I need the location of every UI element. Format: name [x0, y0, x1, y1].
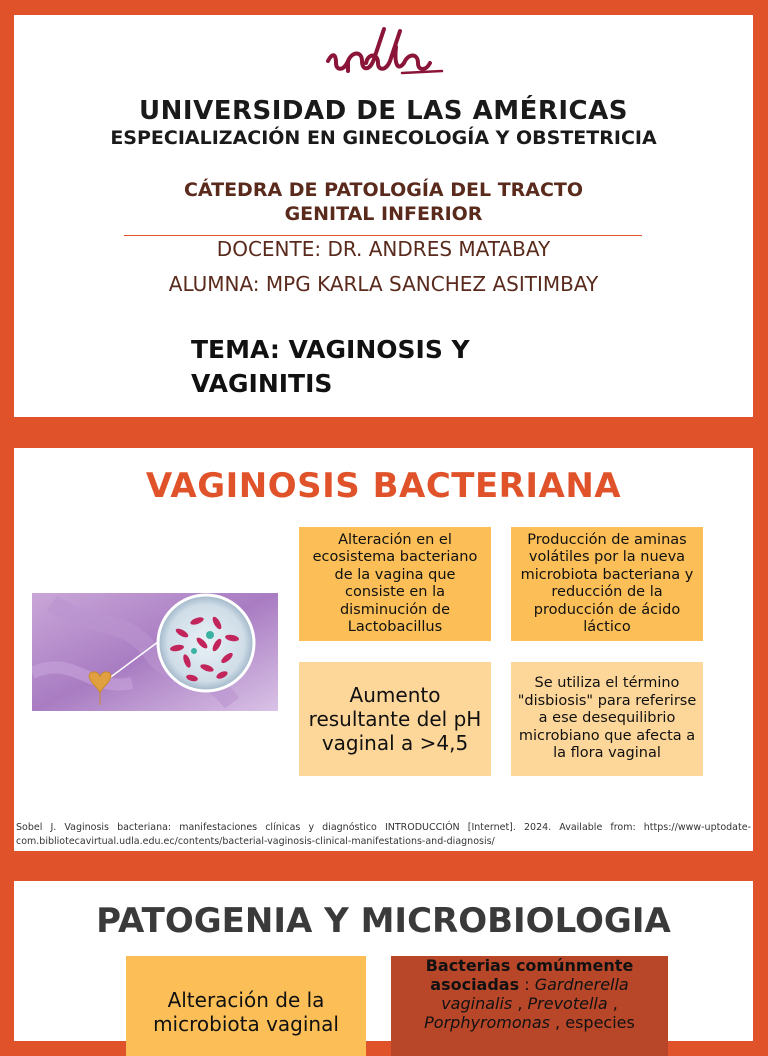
info-box-ph: [299, 662, 491, 776]
patogenia-slide: [14, 881, 753, 1041]
catedra-line-1: CÁTEDRA DE PATOLOGÍA DEL TRACTO: [183, 179, 584, 201]
udla-logo: [318, 23, 448, 85]
slide-title: PATOGENIA Y MICROBIOLOGIA: [96, 901, 671, 941]
specialization: ESPECIALIZACIÓN EN GINECOLOGÍA Y OBSTETRICIA: [110, 127, 657, 149]
tema-line-2: VAGINITIS: [191, 369, 333, 398]
bacteria-gardnerella: Gardnerella vaginalis: [441, 975, 629, 1013]
info-box-amines: [511, 527, 703, 641]
separator: , especies: [549, 1013, 635, 1032]
tema-line-1: TEMA: VAGINOSIS Y: [191, 335, 470, 364]
vaginosis-slide: [14, 448, 753, 851]
bacteria-illustration: [32, 593, 278, 711]
separator: ,: [607, 994, 618, 1013]
bacteria-heading: Bacterias comúnmente asociadas: [425, 956, 634, 994]
info-box-bacteria: [391, 956, 668, 1056]
info-box-ph-text: Aumento resultante del pH vaginal a >4,5: [308, 683, 482, 755]
separator: ,: [512, 994, 528, 1013]
info-box-amines-text: Producción de aminas volátiles por la nueva microbiota bacteriana y reducción de la producción de ácido láctico: [520, 531, 694, 635]
reference-citation: Sobel J. Vaginosis bacteriana: manifestaciones clínicas y diagnóstico INTRODUCCIÓN [Internet]. 2024. Available from: https://www-uptodate-com.bibliotecavirtual.udla.edu.ec/contents/bacterial-vaginosis-clinical-manifestations-and-diagnosis/: [16, 822, 751, 847]
info-box-alteration-text: Alteración en el ecosistema bacteriano de la vagina que consiste en la disminución de Lactobacillus: [312, 531, 478, 635]
slide-title: VAGINOSIS BACTERIANA: [145, 466, 622, 506]
info-box-disbiosis-text: Se utiliza el término "disbiosis" para referirse a ese desequilibrio microbiano que afecta a la flora vaginal: [517, 675, 697, 762]
docente: DOCENTE: DR. ANDRES MATABAY: [216, 237, 551, 261]
divider: [124, 235, 642, 236]
alumna: ALUMNA: MPG KARLA SANCHEZ ASITIMBAY: [168, 272, 599, 296]
info-box-alteration: [299, 527, 491, 641]
bacteria-prevotella: Prevotella: [527, 994, 608, 1013]
title-slide: [14, 15, 753, 417]
info-box-microbiota-text: Alteración de la microbiota vaginal: [153, 988, 339, 1036]
catedra-title: [14, 178, 753, 226]
tema: [191, 333, 591, 401]
separator: :: [519, 975, 535, 994]
university-name: UNIVERSIDAD DE LAS AMÉRICAS: [139, 96, 628, 126]
info-box-microbiota: [126, 956, 366, 1056]
bacteria-porphyromonas: Porphyromonas: [424, 1013, 550, 1032]
catedra-line-2: GENITAL INFERIOR: [284, 203, 483, 225]
info-box-disbiosis: [511, 662, 703, 776]
